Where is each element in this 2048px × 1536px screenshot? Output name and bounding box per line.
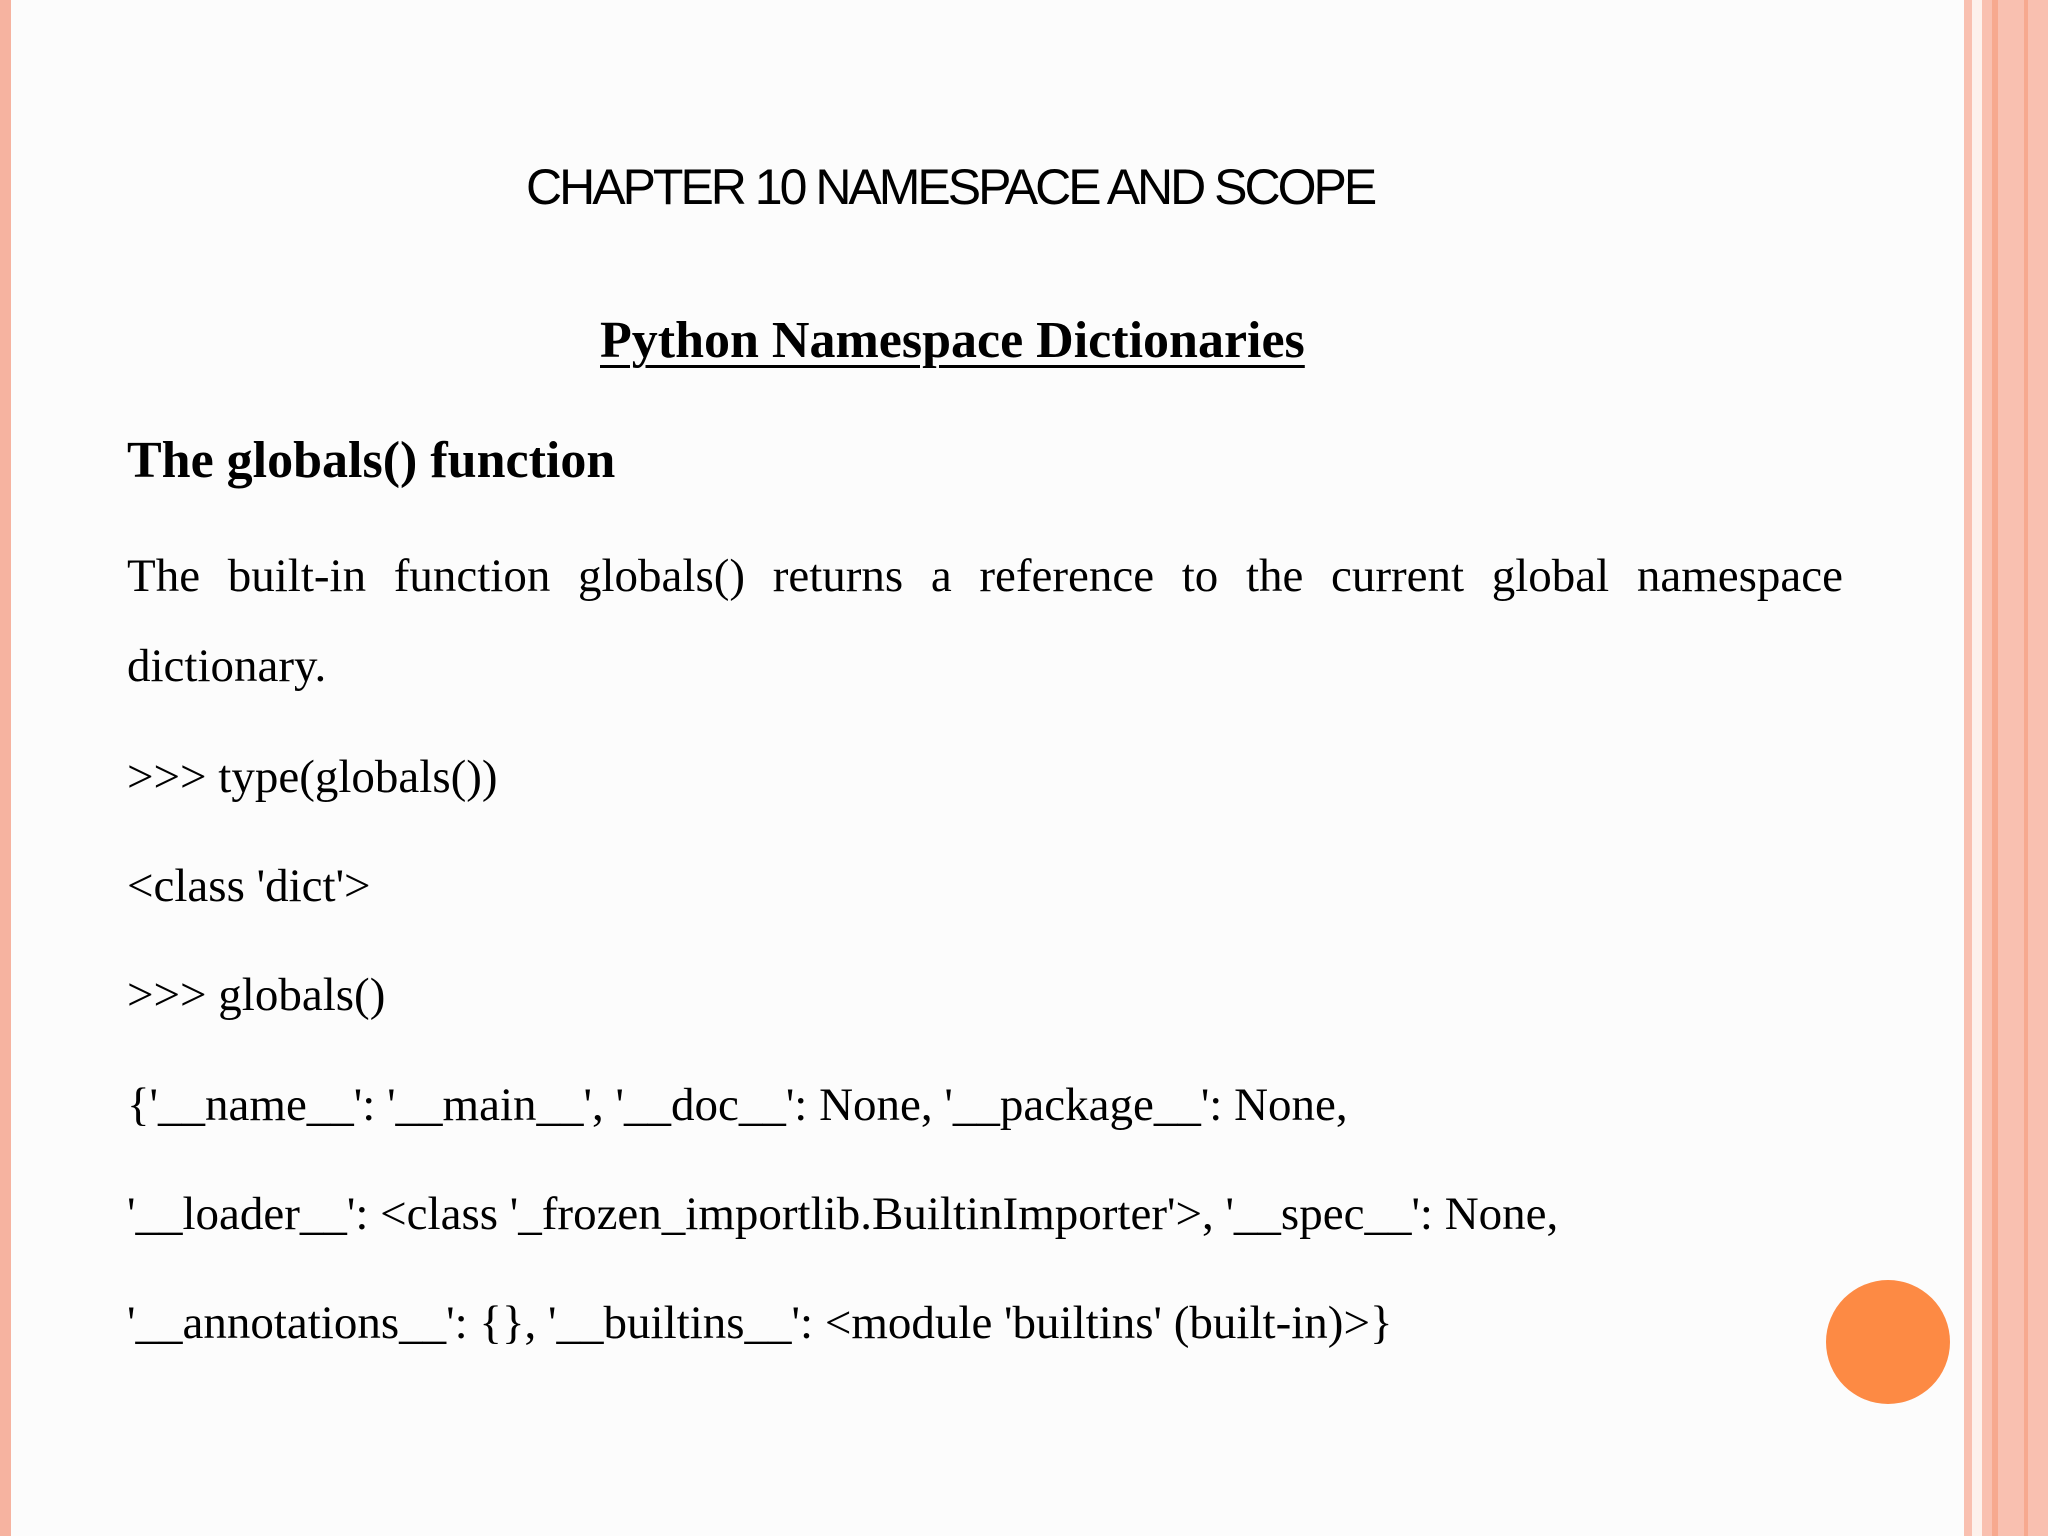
code-line: >>> type(globals())	[127, 751, 498, 803]
function-subheading: The globals() function	[127, 432, 616, 489]
section-heading: Python Namespace Dictionaries	[600, 312, 1305, 369]
code-line: >>> globals()	[127, 969, 386, 1021]
right-border-decoration	[1964, 0, 2048, 1536]
right-border-stripe	[2024, 0, 2028, 1536]
description-line-1: The built-in function globals() returns a reference to the current global namespace	[127, 550, 1843, 602]
right-border-stripe	[1992, 0, 1998, 1536]
right-border-inner-line	[1972, 0, 1982, 1536]
description-line-2: dictionary.	[127, 640, 327, 692]
left-border-stripe	[0, 0, 11, 1536]
code-line: <class 'dict'>	[127, 860, 371, 912]
chapter-title: CHAPTER 10 NAMESPACE AND SCOPE	[526, 159, 1375, 215]
code-line: {'__name__': '__main__', '__doc__': None, '__package__': None,	[127, 1079, 1348, 1131]
code-line: '__annotations__': {}, '__builtins__': <module 'builtins' (built-in)>}	[127, 1297, 1393, 1349]
orange-circle-decoration	[1826, 1280, 1950, 1404]
code-line: '__loader__': <class '_frozen_importlib.BuiltinImporter'>, '__spec__': None,	[127, 1188, 1559, 1240]
